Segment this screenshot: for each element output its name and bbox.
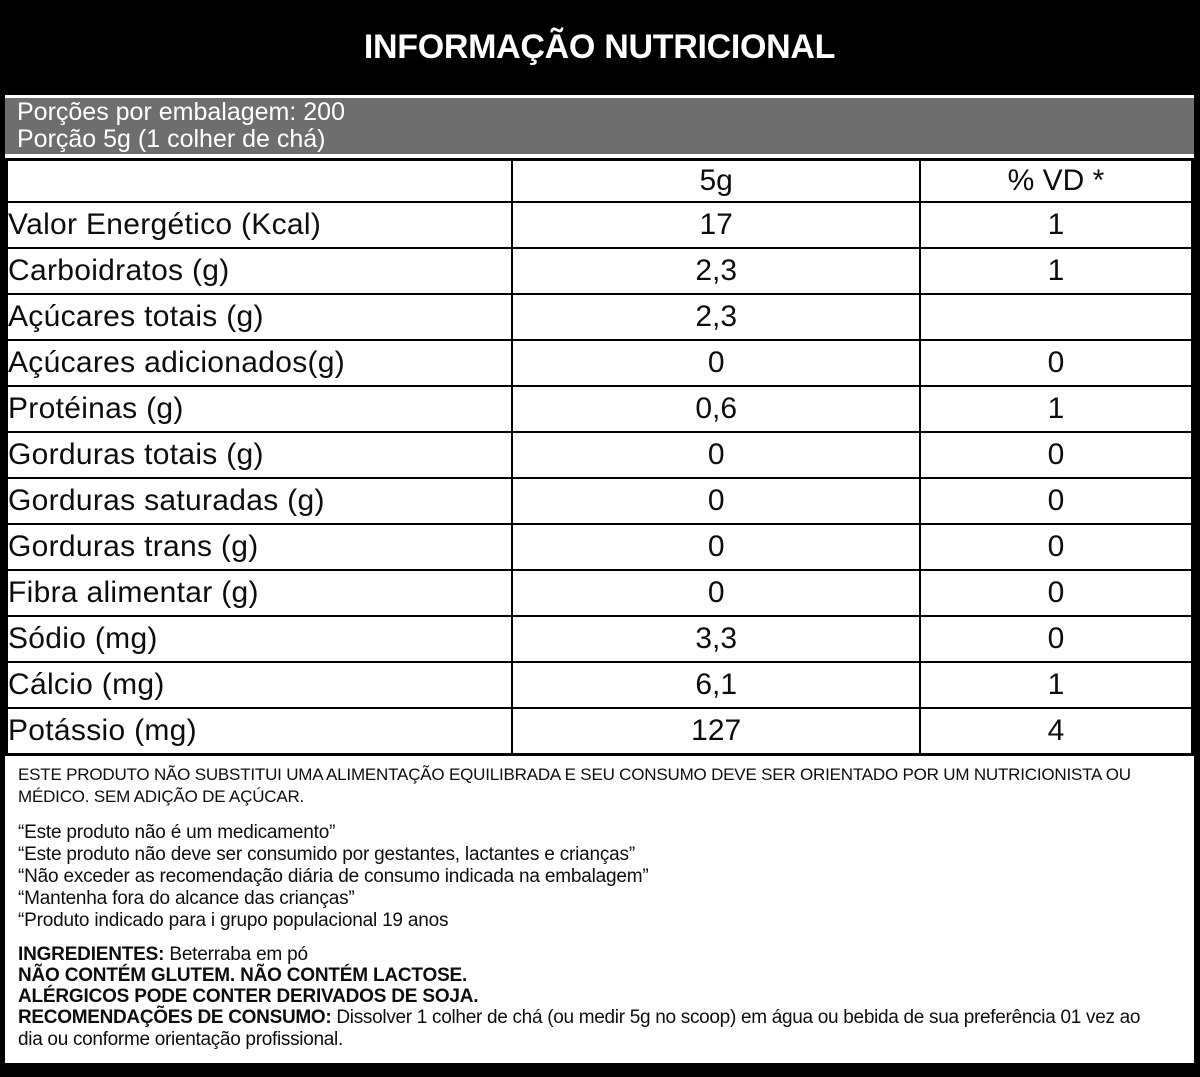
daily-value: 0 [920,524,1192,570]
daily-value: 1 [920,248,1192,294]
nutrient-label: Açúcares totais (g) [7,294,513,340]
ingredients-heading: INGREDIENTES: [18,944,165,965]
serving-info-bar [5,98,1194,154]
title-band [5,0,1194,95]
recommendations-heading: RECOMENDAÇÕES DE CONSUMO: [18,1007,332,1028]
servings-per-package: Porções por embalagem: 200 [17,98,345,126]
amount-value: 0,6 [512,386,920,432]
allergen-line: ALÉRGICOS PODE CONTER DERIVADOS DE SOJA. [18,986,479,1007]
table-row [7,340,1193,386]
amount-value: 3,3 [512,616,920,662]
warning-line: “Mantenha fora do alcance das crianças” [18,888,355,909]
table-row [7,248,1193,294]
daily-value: 0 [920,570,1192,616]
nutrient-label: Gorduras saturadas (g) [7,478,513,524]
nutrient-label: Valor Energético (Kcal) [7,202,513,248]
table-row [7,386,1193,432]
amount-value: 6,1 [512,662,920,708]
warning-line: “Este produto não deve ser consumido por gestantes, lactantes e crianças” [18,844,635,865]
daily-value: 0 [920,432,1192,478]
table-row [7,294,1193,340]
daily-value: 1 [920,386,1192,432]
warning-line: “Não exceder as recomendação diária de consumo indicada na embalagem” [18,866,649,887]
nutrition-table [5,158,1194,756]
page-title: INFORMAÇÃO NUTRICIONAL [363,28,836,66]
recommendations-text [18,1007,1176,1051]
daily-value: 0 [920,616,1192,662]
nutrient-label: Cálcio (mg) [7,662,513,708]
footnotes-section [5,756,1194,1051]
nutrient-label: Carboidratos (g) [7,248,513,294]
table-row [7,202,1193,248]
table-row [7,570,1193,616]
amount-value: 0 [512,340,920,386]
ingredients-value: Beterraba em pó [169,944,308,965]
ingredients-section [18,944,1176,1007]
table-row [7,524,1193,570]
daily-value: 0 [920,478,1192,524]
nutrient-label: Gorduras totais (g) [7,432,513,478]
serving-size: Porção 5g (1 colher de chá) [17,125,326,153]
amount-value: 17 [512,202,920,248]
nutrient-label: Gorduras trans (g) [7,524,513,570]
daily-value [920,294,1192,340]
claims-line: NÃO CONTÉM GLUTEM. NÃO CONTÉM LACTOSE. [18,965,468,986]
ingredients-line [18,944,1176,965]
table-row [7,432,1193,478]
daily-value: 4 [920,708,1192,755]
column-header-daily-value: % VD * [920,160,1192,203]
recommendations-body: Dissolver 1 colher de chá (ou medir 5g no scoop) em água ou bebida de sua preferência 01 vez ao dia ou conforme orientação profissional. [18,1007,1141,1050]
table-row [7,478,1193,524]
amount-value: 0 [512,524,920,570]
amount-value: 0 [512,570,920,616]
column-header-amount: 5g [512,160,920,203]
daily-value: 0 [920,340,1192,386]
nutrition-table-body [7,202,1193,755]
warnings-list [18,822,1176,932]
nutrient-label: Potássio (mg) [7,708,513,755]
amount-value: 2,3 [512,294,920,340]
daily-value: 1 [920,202,1192,248]
warning-line: “Este produto não é um medicamento” [18,822,336,843]
amount-value: 0 [512,432,920,478]
disclaimer-text: ESTE PRODUTO NÃO SUBSTITUI UMA ALIMENTAÇÃO EQUILIBRADA E SEU CONSUMO DEVE SER ORIENTADO POR UM NUTRICIONISTA OU MÉDICO. SEM ADIÇÃO DE AÇÚCAR. [18,765,1131,806]
nutrient-label: Sódio (mg) [7,616,513,662]
nutrient-label: Açúcares adicionados(g) [7,340,513,386]
nutrient-label: Fibra alimentar (g) [7,570,513,616]
table-row [7,662,1193,708]
amount-value: 0 [512,478,920,524]
table-row [7,708,1193,755]
table-header-row [7,160,1193,203]
daily-value: 1 [920,662,1192,708]
bottom-band [5,1063,1194,1077]
table-row [7,616,1193,662]
nutrient-label: Protéinas (g) [7,386,513,432]
amount-value: 127 [512,708,920,755]
column-header-nutrient [7,160,513,203]
amount-value: 2,3 [512,248,920,294]
warning-line: “Produto indicado para i grupo populacional 19 anos [18,910,449,931]
